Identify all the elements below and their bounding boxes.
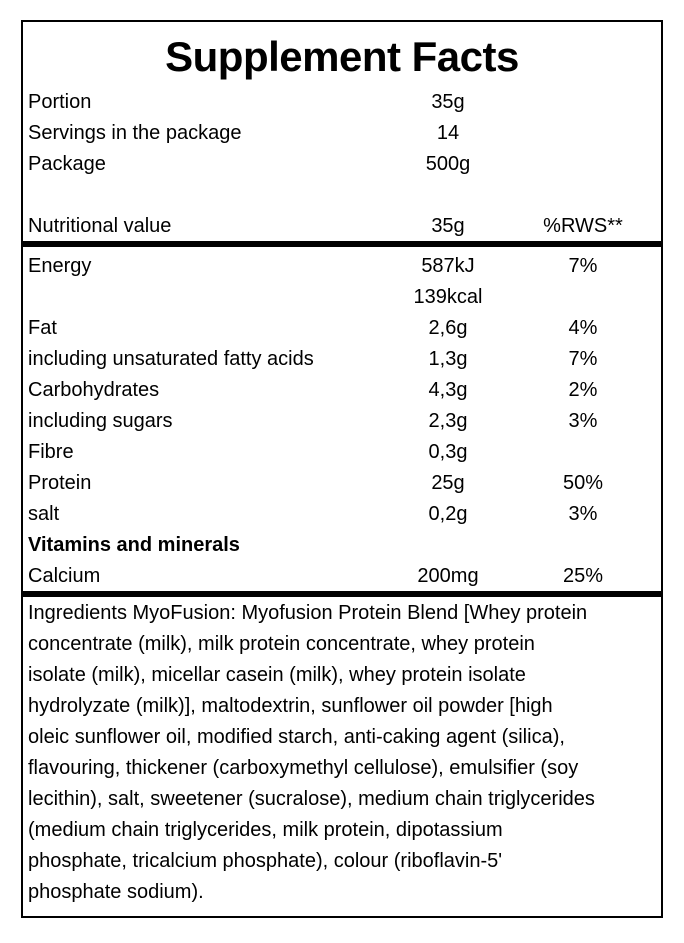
ingredients-line: (medium chain triglycerides, milk protein, dipotassium xyxy=(28,819,503,841)
ingredients-line: flavouring, thickener (carboxymethyl cellulose), emulsifier (soy xyxy=(28,757,579,779)
nutrient-amount: 2,6g xyxy=(428,317,468,339)
nutrient-label: Energy xyxy=(28,255,92,277)
nutrient-rws: 3% xyxy=(568,503,598,525)
mineral-label: Calcium xyxy=(28,565,101,587)
nutrient-amount: 4,3g xyxy=(428,379,468,401)
vitamins-heading-row xyxy=(23,530,661,561)
ingredients-line: phosphate, tricalcium phosphate), colour (riboflavin-5' xyxy=(28,850,503,872)
nutrient-label: Fibre xyxy=(28,441,74,463)
info-label: Servings in the package xyxy=(28,122,242,144)
nutrient-rws: 4% xyxy=(568,317,598,339)
nutrient-row-energy-kj xyxy=(23,251,661,282)
nutrient-row-fat xyxy=(23,313,661,344)
nutrient-row-salt xyxy=(23,499,661,530)
nutrient-amount: 0,3g xyxy=(428,441,468,463)
nutrient-rws: 50% xyxy=(562,472,604,494)
nutrient-amount: 587kJ xyxy=(421,255,475,277)
nutrient-rws: 3% xyxy=(568,410,598,432)
info-row-portion xyxy=(23,87,661,118)
info-row-package xyxy=(23,149,661,180)
nutrient-row-fibre xyxy=(23,437,661,468)
nutrient-amount: 25g xyxy=(431,472,465,494)
thick-divider-bottom xyxy=(23,591,661,597)
nutrient-row-energy-kcal xyxy=(23,282,661,313)
header-amount: 35g xyxy=(431,215,465,237)
info-value: 35g xyxy=(431,91,465,113)
nutrient-amount: 2,3g xyxy=(428,410,468,432)
nutrient-amount: 139kcal xyxy=(413,286,483,308)
vitamins-heading: Vitamins and minerals xyxy=(28,534,240,556)
info-value: 500g xyxy=(425,153,471,175)
supplement-facts-panel xyxy=(21,20,663,918)
nutrient-rws: 7% xyxy=(568,348,598,370)
info-label: Package xyxy=(28,153,106,175)
info-row-servings xyxy=(23,118,661,149)
ingredients-line: isolate (milk), micellar casein (milk), whey protein isolate xyxy=(28,664,526,686)
ingredients-line: lecithin), salt, sweetener (sucralose), medium chain triglycerides xyxy=(28,788,595,810)
nutrient-amount: 1,3g xyxy=(428,348,468,370)
nutrient-row-protein xyxy=(23,468,661,499)
nutrient-label: Carbohydrates xyxy=(28,379,160,401)
nutrition-header-row xyxy=(23,211,661,242)
nutrient-label: salt xyxy=(28,503,60,525)
ingredients-line: oleic sunflower oil, modified starch, anti-caking agent (silica), xyxy=(28,726,565,748)
nutrient-label: Fat xyxy=(28,317,57,339)
ingredients-text xyxy=(28,598,656,908)
ingredients-line: Ingredients MyoFusion: Myofusion Protein Blend [Whey protein xyxy=(28,602,588,624)
ingredients-line: concentrate (milk), milk protein concentrate, whey protein xyxy=(28,633,535,655)
nutrient-row-sugars xyxy=(23,406,661,437)
nutrient-label: including unsaturated fatty acids xyxy=(28,348,314,370)
mineral-amount: 200mg xyxy=(417,565,479,587)
thick-divider-top xyxy=(23,241,661,247)
nutrient-label: including sugars xyxy=(28,410,173,432)
header-rws: %RWS** xyxy=(543,215,623,237)
info-value: 14 xyxy=(436,122,460,144)
mineral-row-calcium xyxy=(23,561,661,592)
nutrient-amount: 0,2g xyxy=(428,503,468,525)
nutrient-label: Protein xyxy=(28,472,92,494)
nutrient-rws: 2% xyxy=(568,379,598,401)
nutrient-row-carbohydrates xyxy=(23,375,661,406)
mineral-rws: 25% xyxy=(562,565,604,587)
nutrient-row-unsaturated xyxy=(23,344,661,375)
header-label: Nutritional value xyxy=(28,215,172,237)
nutrient-rws: 7% xyxy=(568,255,598,277)
panel-title: Supplement Facts xyxy=(165,33,519,80)
ingredients-line: hydrolyzate (milk)], maltodextrin, sunflower oil powder [high xyxy=(28,695,553,717)
info-label: Portion xyxy=(28,91,92,113)
ingredients-line: phosphate sodium). xyxy=(28,881,204,903)
